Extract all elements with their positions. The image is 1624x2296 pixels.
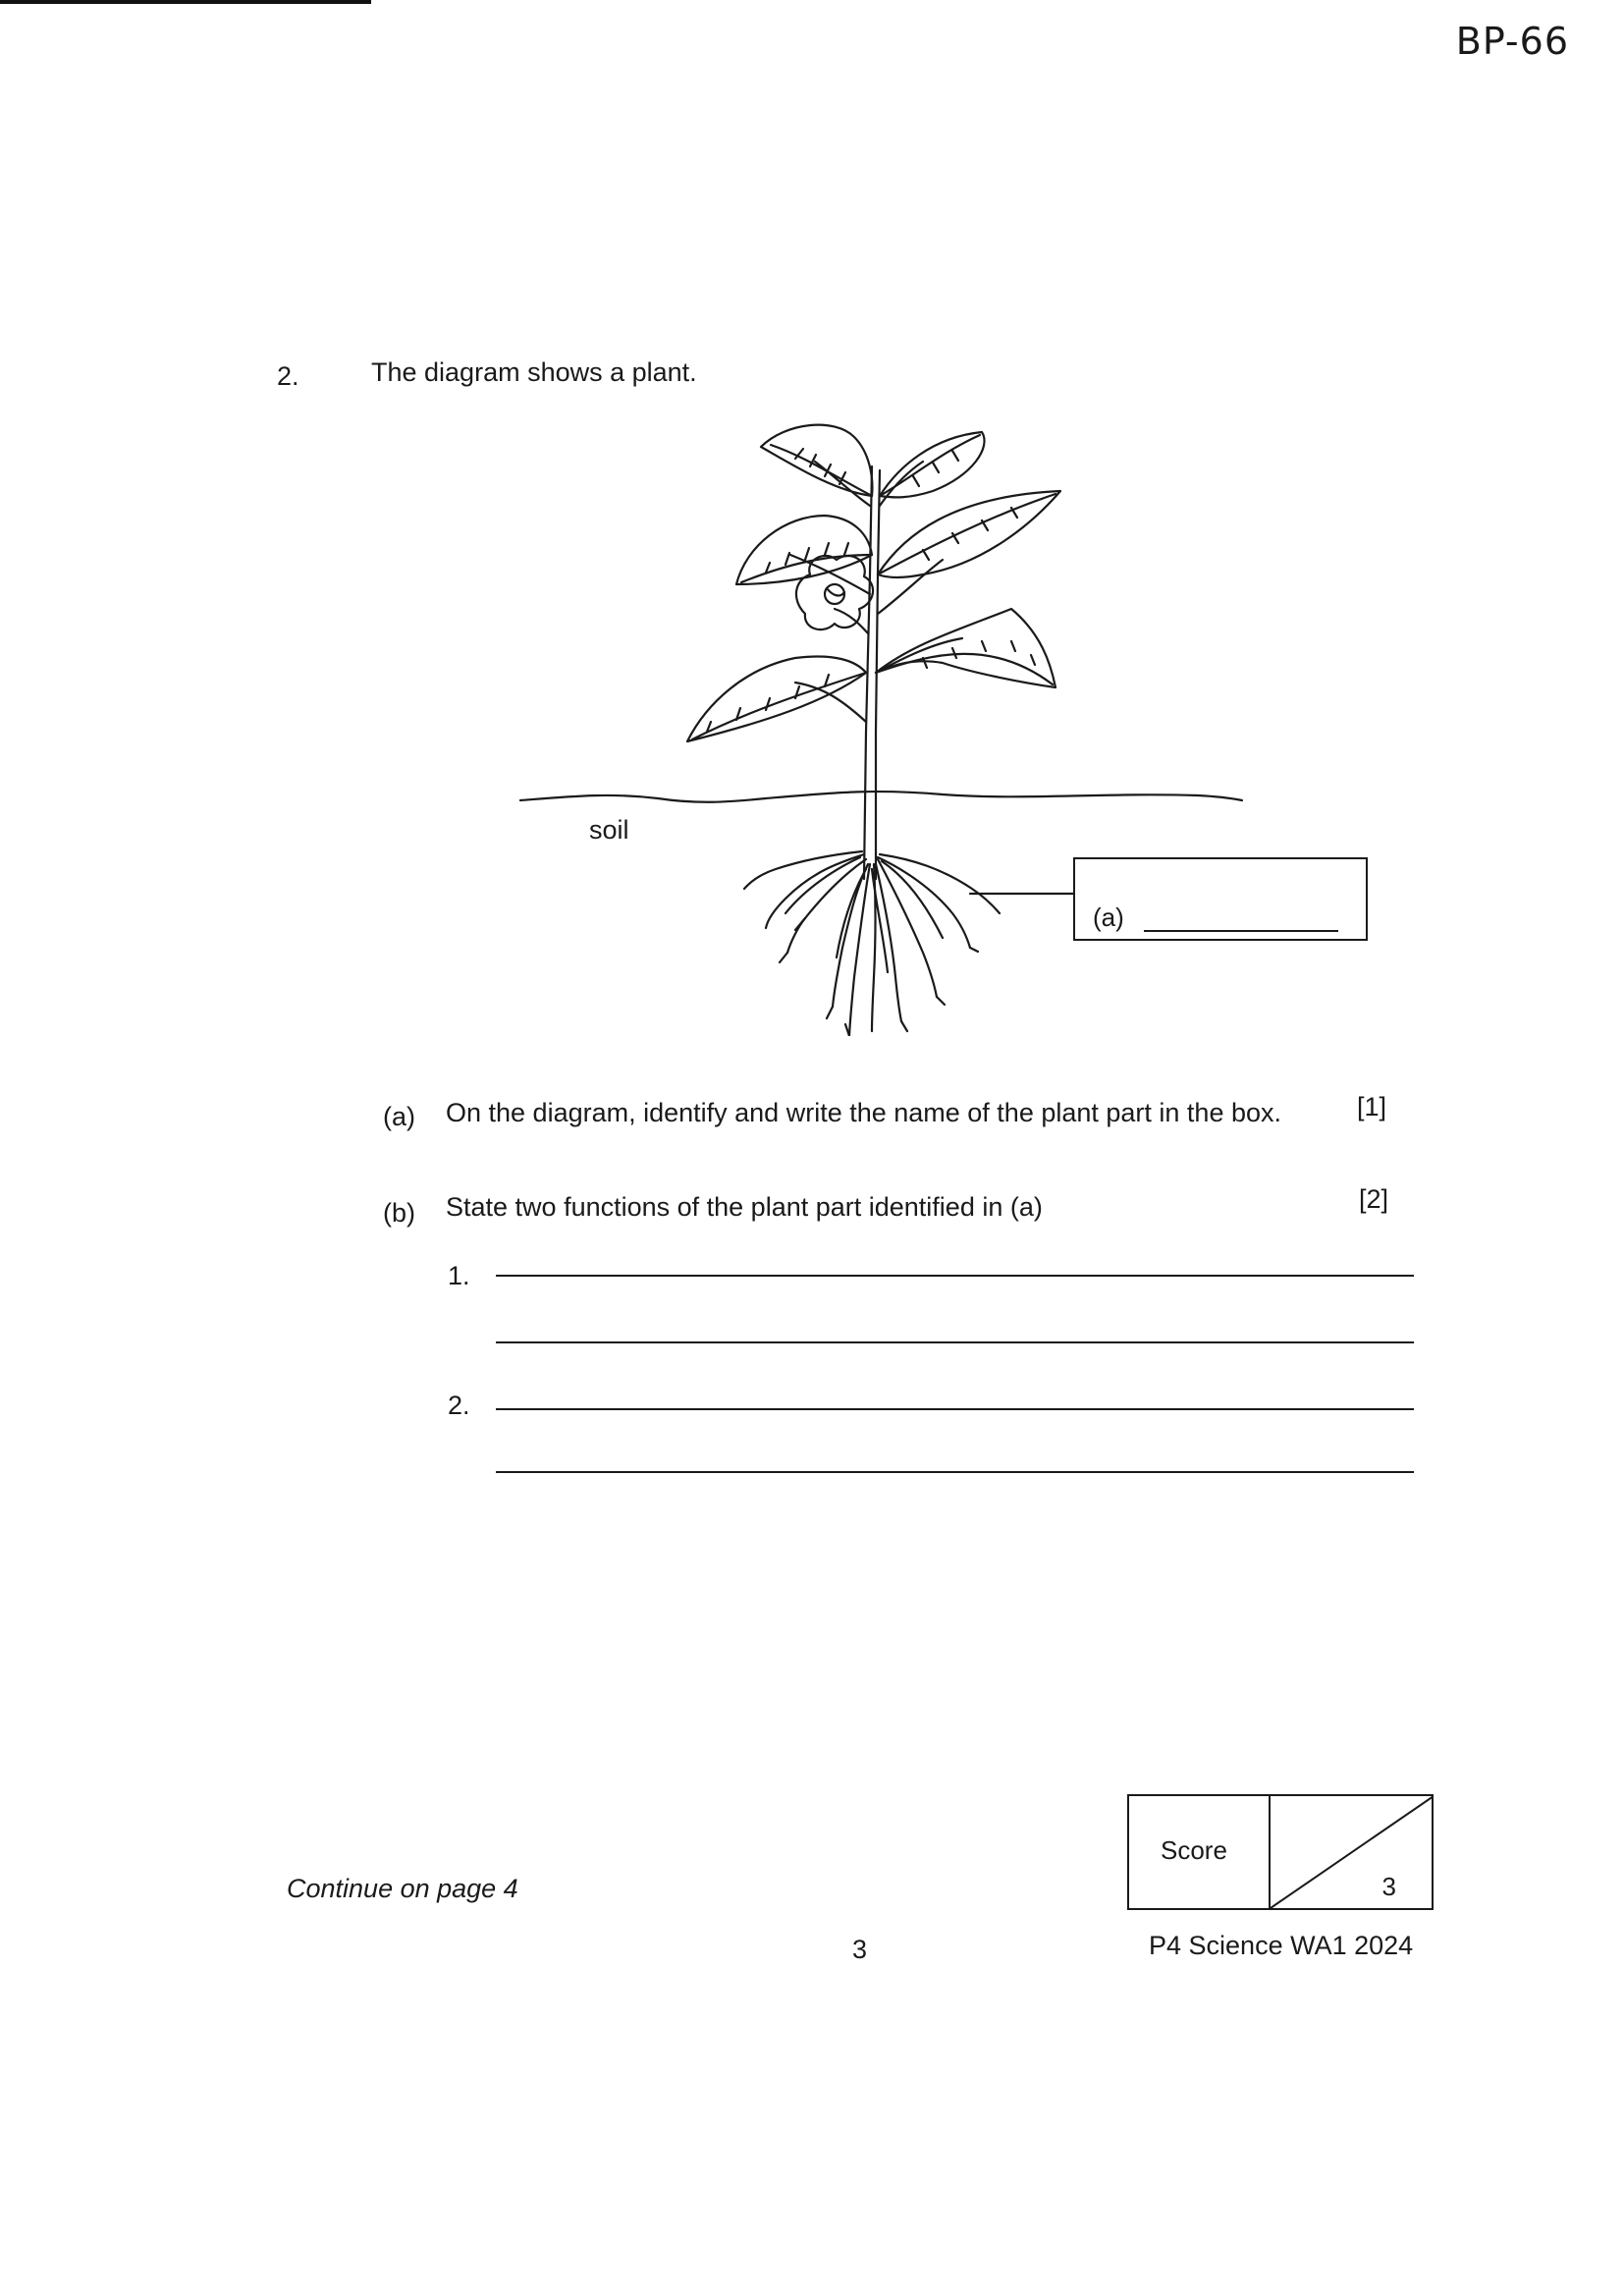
paper-title: P4 Science WA1 2024 [1149,1931,1414,1960]
answer-number-2: 2. [448,1391,470,1420]
plant-diagram [511,408,1247,1036]
leaf-upper-left [736,516,872,584]
top-edge-rule [0,0,371,4]
part-b-text: State two functions of the plant part identified in (a) [446,1192,1043,1222]
score-box [1127,1794,1434,1910]
flower [796,556,873,629]
answer-box-line[interactable] [1144,930,1338,932]
part-b-marks: [2] [1359,1184,1389,1214]
answer-box-label: (a) [1093,902,1124,932]
answer-line-2b[interactable] [496,1471,1414,1473]
answer-number-1: 1. [448,1261,470,1290]
leaf-top-left [761,425,872,496]
continue-note: Continue on page 4 [287,1874,518,1903]
leaf-top-right [880,432,985,497]
answer-line-1b[interactable] [496,1341,1414,1343]
leaf-upper-right [878,491,1060,577]
answer-box-a[interactable] [1073,857,1368,941]
score-label: Score [1161,1835,1227,1865]
score-total: 3 [1381,1872,1396,1901]
score-slash [1271,1796,1434,1908]
page-number: 3 [852,1935,868,1964]
question-stem: The diagram shows a plant. [371,357,697,387]
part-a-text: On the diagram, identify and write the name of the plant part in the box. [446,1098,1282,1127]
roots [744,851,1000,1036]
part-a-marks: [1] [1357,1092,1387,1121]
part-b-letter: (b) [383,1198,415,1228]
question-number: 2. [277,361,299,391]
answer-line-2a[interactable] [496,1408,1414,1410]
paper-code: BP-66 [1455,20,1569,63]
soil-line [520,792,1242,802]
leaf-mid-right [876,609,1056,687]
part-a-letter: (a) [383,1102,415,1131]
answer-line-1a[interactable] [496,1275,1414,1277]
soil-label: soil [589,815,629,845]
